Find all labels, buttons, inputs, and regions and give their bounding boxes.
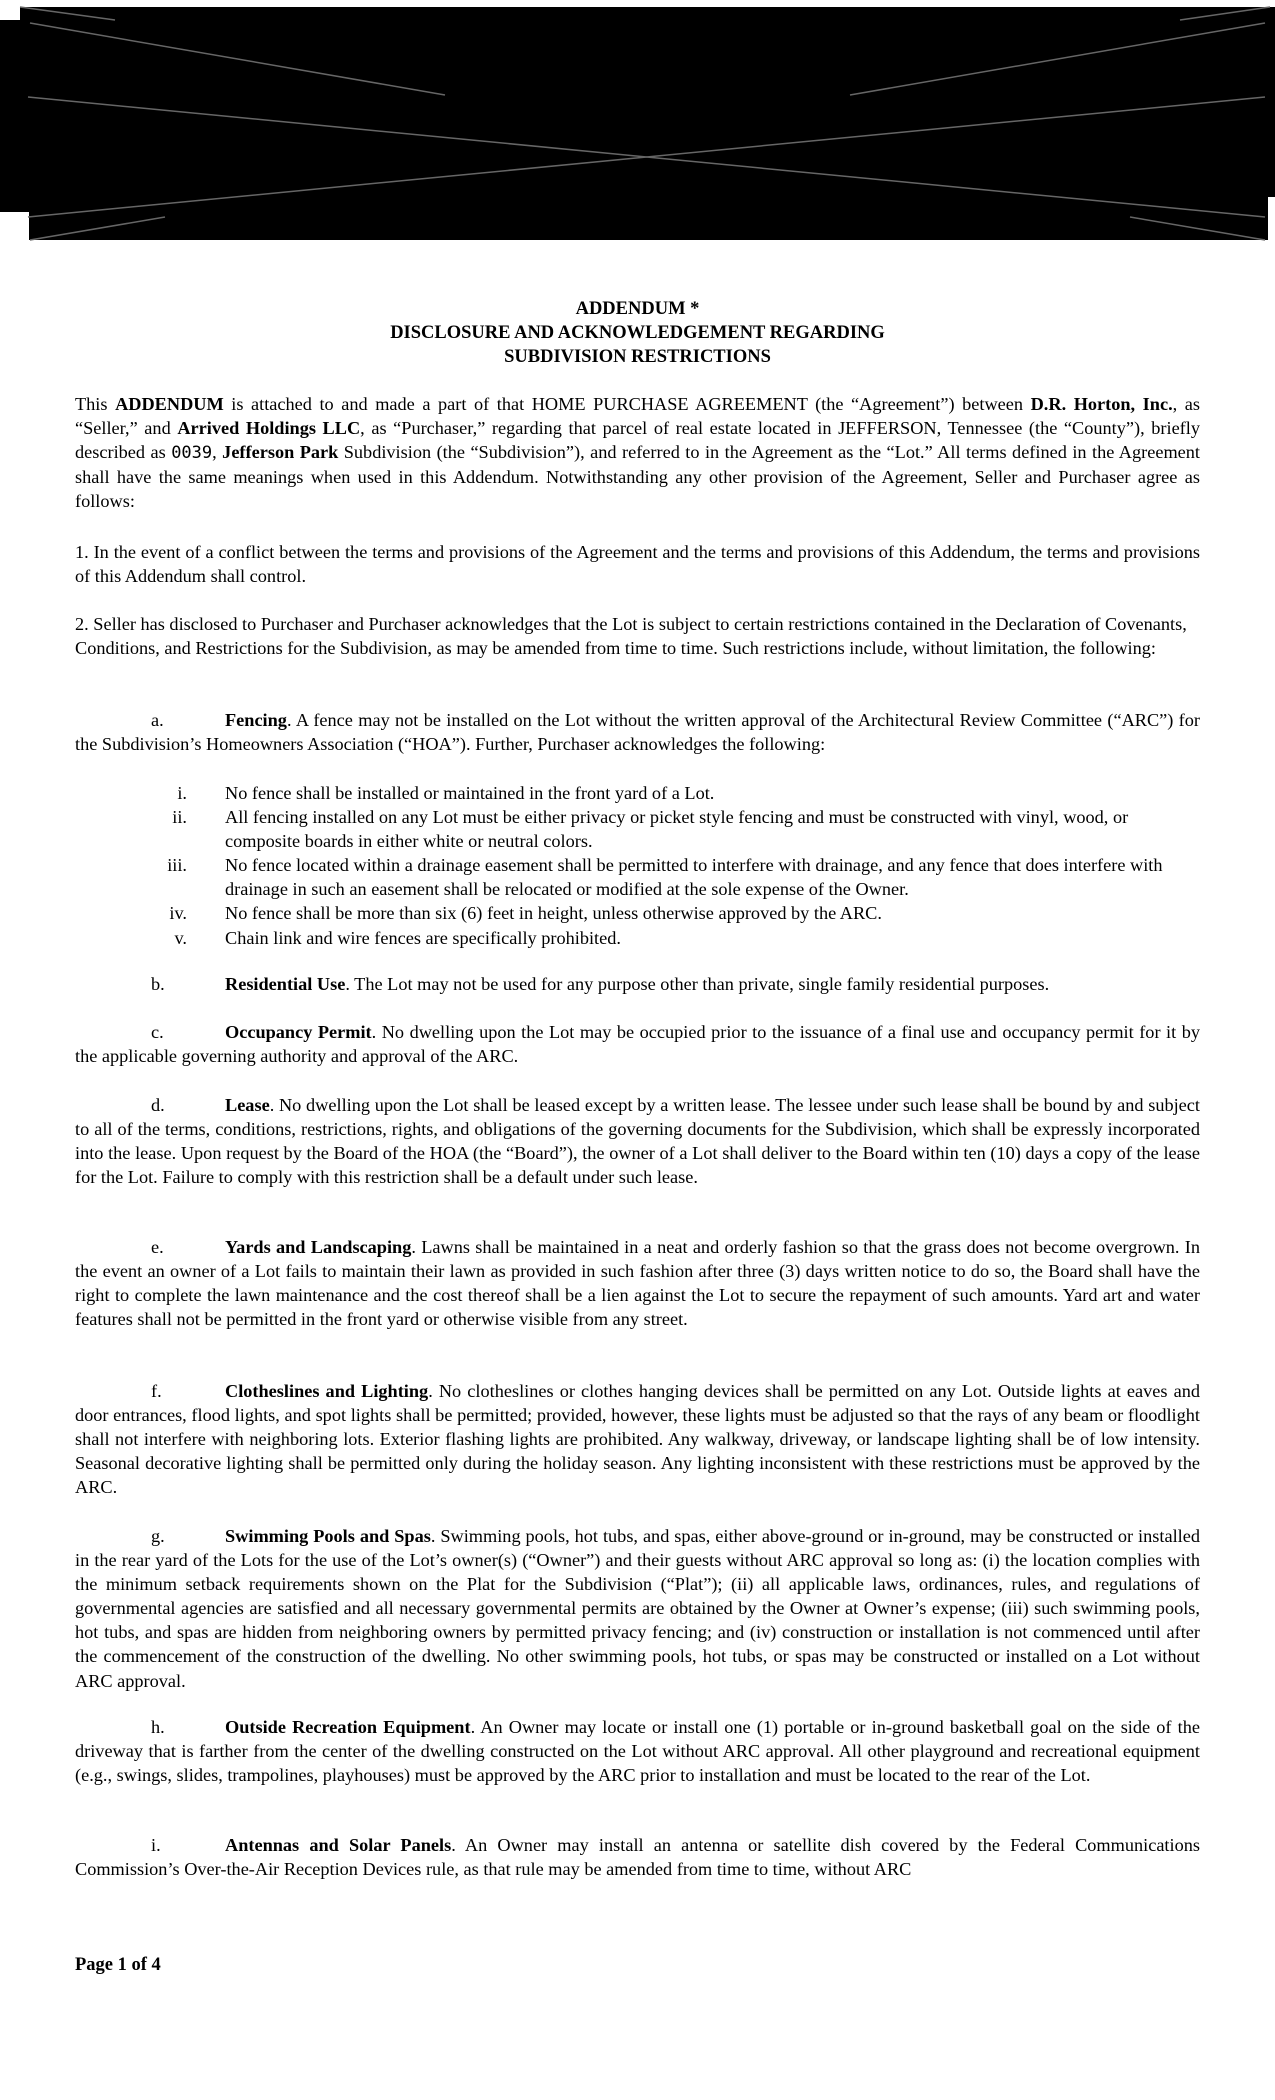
text-run: . Lawns shall be maintained in a neat and orderly fashion so that the grass does not become overgrown. In the event an owner of a Lot fails to maintain their lawn as provided in such fashion after three (3) days written notice to do so, the Board shall have the right to complete the lawn maintenance and the cost thereof shall be a lien against the Lot to secure the repayment of such amounts. Yard art and water features shall not be permitted in the front yard or otherwise visible from any street. — [75, 1237, 1200, 1330]
section-label: g. — [151, 1526, 165, 1546]
text-run: 2. Seller has disclosed to Purchaser and Purchaser acknowledges that the Lot is subject to certain restrictions contained in the Declaration of Covenants, Conditions, and Restrictions for the Subdivision, as may be amended from time to time. Such restrictions include, without limitation, the following: — [75, 614, 1187, 659]
paragraph-a — [75, 708, 1200, 756]
text-run: . No clotheslines or clothes hanging devices shall be permitted on any Lot. Outside lights at eaves and door entrances, flood lights, and spot lights shall be permitted; provided, however, these lights must be adjusted so that the rays of any beam or floodlight shall not interfere with neighboring lots. Exterior flashing lights are prohibited. Any walkway, driveway, or landscape lighting shall be of low intensity. Seasonal decorative lighting shall be permitted only during the holiday season. Any lighting inconsistent with these restrictions must be approved by the ARC. — [75, 1381, 1200, 1498]
text-run: 1. In the event of a conflict between the terms and provisions of the Agreement and the terms and provisions of this Addendum, the terms and provisions of this Addendum shall control. — [75, 542, 1200, 587]
redaction-block — [0, 0, 1275, 245]
addendum-title: ADDENDUM * — [575, 299, 700, 319]
text-run: . The Lot may not be used for any purpose other than private, single family residential purposes. — [345, 974, 1050, 994]
addendum-subtitle-2: SUBDIVISION RESTRICTIONS — [504, 347, 771, 367]
section-label: b. — [151, 974, 165, 994]
fencing-list-item — [75, 805, 1200, 853]
bold-text: Occupancy Permit — [225, 1022, 372, 1042]
page-number: Page 1 of 4 — [75, 1955, 161, 1975]
section-label: i. — [151, 1835, 161, 1855]
section-label: c. — [151, 1022, 164, 1042]
list-text: Chain link and wire fences are specifically prohibited. — [225, 927, 621, 948]
paragraph-i — [75, 1833, 1200, 1881]
bold-text: Swimming Pools and Spas — [225, 1526, 431, 1546]
bold-text: Antennas and Solar Panels — [225, 1835, 452, 1855]
bold-text: Fencing — [225, 710, 287, 730]
list-number: i. — [177, 783, 187, 803]
paragraph-g — [75, 1524, 1200, 1693]
bold-text: Clotheslines and Lighting — [225, 1381, 429, 1401]
text-run: . A fence may not be installed on the Lot without the written approval of the Architectural Review Committee (“ARC”) for the Subdivision’s Homeowners Association (“HOA”). Further, Purchaser acknowledges the following: — [75, 710, 1200, 755]
paragraph-p2 — [75, 612, 1200, 660]
bold-text: Residential Use — [225, 974, 346, 994]
section-label: d. — [151, 1095, 165, 1115]
list-text: No fence located within a drainage easement shall be permitted to interfere with drainage, and any fence that does interfere with drainage in such an easement shall be relocated or modified at the sole expense of the Owner. — [225, 855, 1163, 900]
list-text: No fence shall be installed or maintained in the front yard of a Lot. — [225, 783, 715, 803]
list-number: v. — [174, 927, 187, 948]
section-label: f. — [151, 1381, 162, 1401]
bold-text: Arrived Holdings LLC — [177, 418, 361, 439]
section-label: h. — [151, 1717, 165, 1737]
text-run: 0039 — [171, 443, 213, 464]
bold-text: ADDENDUM — [115, 394, 224, 414]
list-number: ii. — [172, 807, 187, 828]
text-run: , as “Seller,” and — [75, 394, 1201, 439]
paragraph-d — [75, 1093, 1200, 1189]
text-run: . No dwelling upon the Lot shall be leased except by a written lease. The lessee under such lease shall be bound by and subject to all of the terms, conditions, restrictions, rights, and obligations of the governing documents for the Subdivision, which shall be expressly incorporated into the lease. Upon request by the Board of the HOA (the “Board”), the owner of a Lot shall deliver to the Board within ten (10) days a copy of the lease for the Lot. Failure to comply with this restriction shall be a default under such lease. — [75, 1095, 1200, 1188]
paragraph-intro — [75, 392, 1200, 513]
text-run: Subdivision (the “Subdivision”), and referred to in the Agreement as the “Lot.” All terms defined in the Agreement shall have the same meanings when used in this Addendum. Notwithstanding any other provision of the Agreement, Seller and Purchaser agree as follows: — [75, 442, 1200, 512]
text-run: , as “Purchaser,” regarding that parcel of real estate located in JEFFERSON, Tennessee (the “County”), briefly described as — [75, 418, 1200, 463]
text-run: . Swimming pools, hot tubs, and spas, either above-ground or in-ground, may be constructed or installed in the rear yard of the Lots for the use of the Lot’s owner(s) (“Owner”) and their guests without ARC approval so long as: (i) the location complies with the minimum setback requirements shown on the Plat for the Subdivision (“Plat”); (ii) all applicable laws, ordinances, rules, and regulations of governmental agencies are satisfied and all necessary governmental permits are obtained by the Owner at Owner’s expense; (iii) such swimming pools, hot tubs, and spas are hidden from neighboring owners by permitted privacy fencing; and (iv) construction or installation is not commenced until after the commencement of the construction of the dwelling. No other swimming pools, hot tubs, or spas may be constructed or installed on a Lot without ARC approval. — [75, 1526, 1200, 1691]
paragraph-h — [75, 1715, 1200, 1787]
list-text: No fence shall be more than six (6) feet in height, unless otherwise approved by the ARC. — [225, 903, 882, 924]
fencing-list-item — [75, 781, 1200, 805]
paragraph-e — [75, 1235, 1200, 1331]
fencing-list-item — [75, 853, 1200, 901]
bold-text: Outside Recreation Equipment — [225, 1717, 471, 1737]
section-label: e. — [151, 1237, 164, 1257]
bold-text: Jefferson Park — [222, 442, 339, 463]
addendum-subtitle-1: DISCLOSURE AND ACKNOWLEDGEMENT REGARDING — [390, 323, 885, 343]
bold-text: Yards and Landscaping — [225, 1237, 412, 1257]
list-text: All fencing installed on any Lot must be either privacy or picket style fencing and must be constructed with vinyl, wood, or composite boards in either white or neutral colors. — [225, 807, 1129, 852]
text-run: . No dwelling upon the Lot may be occupied prior to the issuance of a final use and occupancy permit for it by the applicable governing authority and approval of the ARC. — [75, 1022, 1200, 1067]
fencing-list-item — [75, 926, 1200, 950]
paragraph-c — [75, 1020, 1200, 1068]
text-run: . An Owner may locate or install one (1) portable or in-ground basketball goal on the side of the driveway that is farther from the center of the dwelling constructed on the Lot without ARC approval. All other playground and recreational equipment (e.g., swings, slides, trampolines, playhouses) must be approved by the ARC prior to installation and must be located to the rear of the Lot. — [75, 1717, 1200, 1786]
paragraph-p1 — [75, 540, 1200, 588]
list-number: iv. — [169, 903, 187, 924]
paragraph-f — [75, 1379, 1200, 1499]
text-run: is attached to and made a part of that HOME PURCHASE AGREEMENT (the “Agreement”) between — [223, 394, 1031, 414]
paragraph-b — [75, 972, 1200, 996]
fencing-list — [75, 781, 1200, 950]
list-number: iii. — [167, 855, 187, 876]
text-run: This — [75, 394, 116, 414]
bold-text: D.R. Horton, Inc. — [1030, 394, 1173, 414]
fencing-list-item — [75, 901, 1200, 925]
text-run: , — [212, 442, 223, 463]
section-label: a. — [151, 710, 164, 730]
text-run: . An Owner may install an antenna or satellite dish covered by the Federal Communications Commission’s Over-the-Air Reception Devices rule, as that rule may be amended from time to time, without ARC — [75, 1835, 1200, 1880]
bold-text: Lease — [225, 1095, 270, 1115]
